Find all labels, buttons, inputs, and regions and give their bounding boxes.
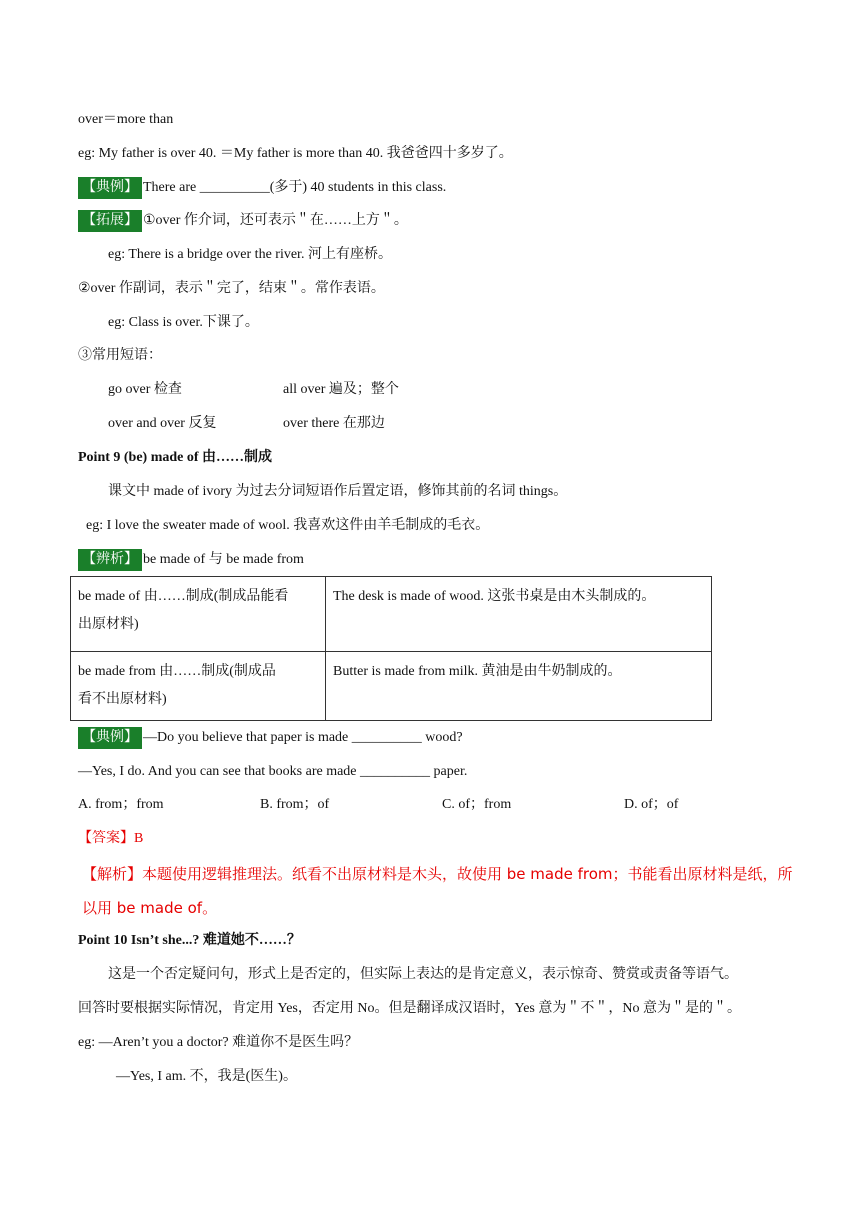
extension-point-1 [78, 210, 408, 232]
option-c: C. of；from [442, 797, 512, 812]
extension-point-1-text: ①over 作介词，还可表示＂在……上方＂。 [143, 213, 408, 228]
extension-point-2: ②over 作副词，表示＂完了，结束＂。常作表语。 [78, 281, 385, 296]
typical-example-question-2: —Yes, I do. And you can see that books are made __________ paper. [78, 764, 468, 779]
point-9-text: 课文中 made of ivory 为过去分词短语作后置定语，修饰其前的名词 things。 [108, 484, 568, 499]
table-cell-example: The desk is made of wood. 这张书桌是由木头制成的。 [326, 577, 712, 652]
point-10-example-question: eg: —Aren’t you a doctor? 难道你不是医生吗？ [78, 1035, 359, 1050]
typical-example-tag: 【典例】 [78, 727, 142, 749]
answer-options [0, 795, 860, 815]
analysis-tag: 【辨析】 [78, 549, 142, 571]
term-line: 出原材料) [78, 617, 139, 632]
point-10-heading: Point 10 Isn’t she...? 难道她不……？ [78, 933, 301, 948]
term-line: be made of 由……制成(制成品能看 [78, 589, 289, 604]
typical-example-1 [78, 177, 446, 199]
answer: 【答案】B [78, 831, 144, 846]
extension-point-1-example: eg: There is a bridge over the river. 河上有座桥。 [108, 247, 392, 262]
over-example: eg: My father is over 40. ＝My father is more than 40. 我爸爸四十多岁了。 [78, 146, 513, 161]
table-row [71, 577, 712, 652]
phrase-item: all over 遍及；整个 [283, 382, 399, 397]
point-9-heading: Point 9 (be) made of 由……制成 [78, 450, 273, 465]
phrase-item: go over 检查 [108, 382, 182, 397]
extension-point-3: ③常用短语： [78, 348, 162, 363]
typical-example-question-1: —Do you believe that paper is made __________ wood? [143, 730, 463, 745]
comparison-table [70, 576, 712, 721]
phrase-item: over and over 反复 [108, 416, 217, 431]
option-a: A. from；from [78, 797, 164, 812]
phrase-item: over there 在那边 [283, 416, 385, 431]
option-d: D. of；of [624, 797, 679, 812]
point-10-paragraph-line-2: 回答时要根据实际情况，肯定用 Yes，否定用 No。但是翻译成汉语时，Yes 意为＂不＂，No 意为＂是的＂。 [78, 1001, 741, 1016]
typical-example-text: There are __________(多于) 40 students in this class. [143, 180, 447, 195]
option-b: B. from；of [260, 797, 330, 812]
term-line: be made from 由……制成(制成品 [78, 664, 276, 679]
analysis-text: be made of 与 be made from [143, 552, 304, 567]
typical-example-tag: 【典例】 [78, 177, 142, 199]
point-10-example-answer: —Yes, I am. 不，我是(医生)。 [116, 1069, 297, 1084]
table-cell-term [71, 652, 326, 721]
extension-tag: 【拓展】 [78, 210, 142, 232]
table-cell-term [71, 577, 326, 652]
point-9-example: eg: I love the sweater made of wool. 我喜欢这件由羊毛制成的毛衣。 [86, 518, 490, 533]
explanation: 【解析】本题使用逻辑推理法。纸看不出原材料是木头，故使用 be made from；书能看出原材料是纸，所以用 be made of。 [82, 865, 793, 917]
table-row [71, 652, 712, 721]
over-definition: over＝more than [78, 112, 174, 127]
table-cell-example: Butter is made from milk. 黄油是由牛奶制成的。 [326, 652, 712, 721]
extension-point-2-example: eg: Class is over.下课了。 [108, 315, 259, 330]
term-line: 看不出原材料) [78, 692, 167, 707]
typical-example-2 [78, 727, 463, 749]
analysis [78, 549, 304, 571]
point-10-paragraph-line-1: 这是一个否定疑问句，形式上是否定的，但实际上表达的是肯定意义，表示惊奇、赞赏或责备等语气。 [108, 967, 738, 982]
